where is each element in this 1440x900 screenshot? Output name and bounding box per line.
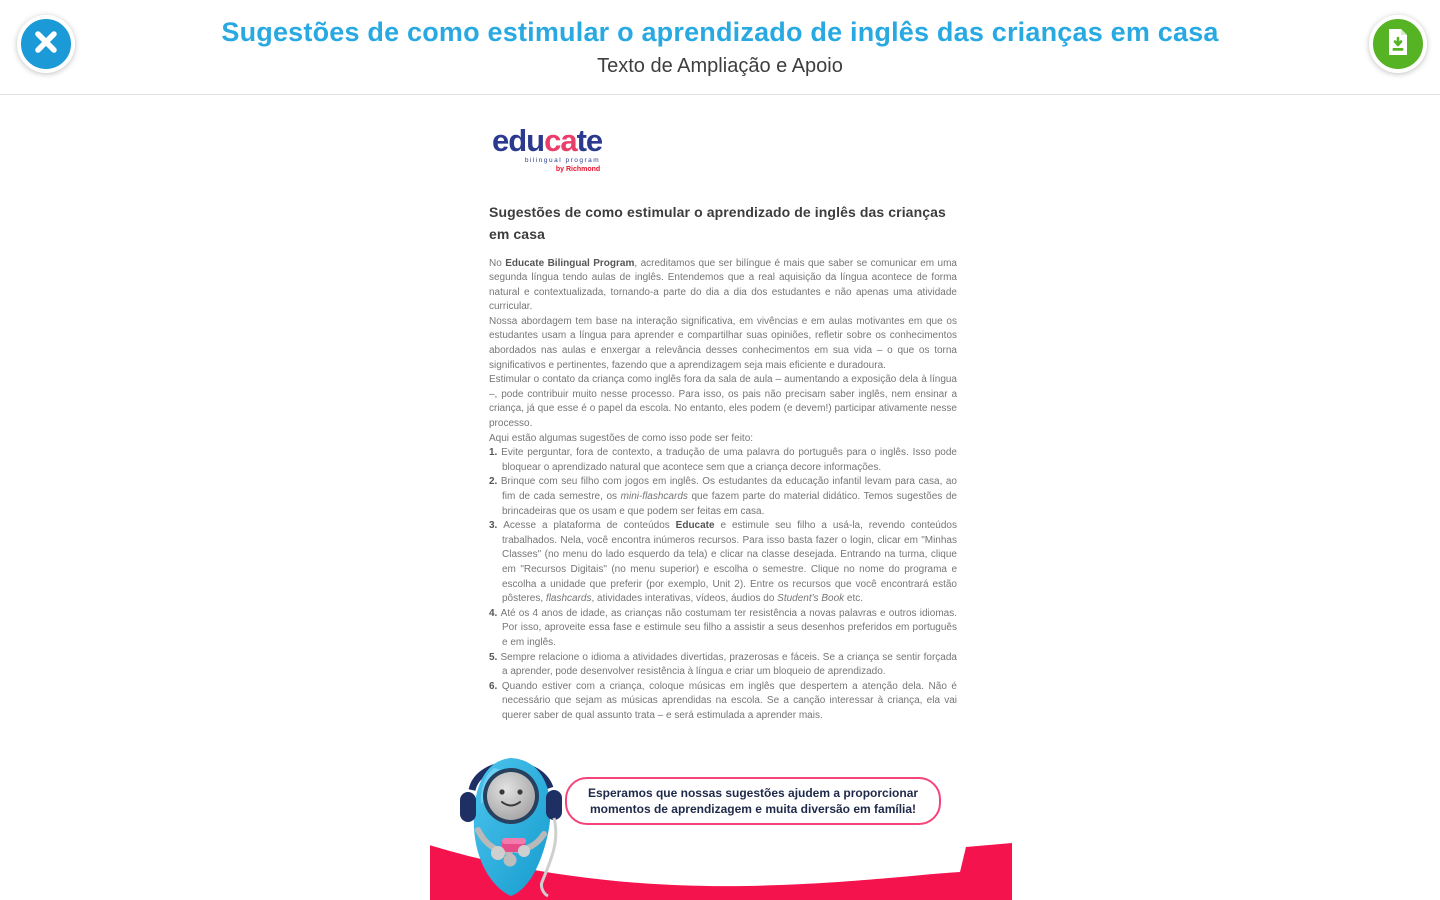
- document-content: [489, 95, 957, 724]
- bubble-text-line2: momentos de aprendizagem e muita diversão em família!: [589, 802, 917, 816]
- paragraph: Aqui estão algumas sugestões de como isso pode ser feito:: [489, 432, 754, 444]
- educate-logo: [492, 125, 602, 173]
- list-item: 1. Evite perguntar, fora de contexto, a tradução de uma palavra do português para o inglês. Isso pode bloquear o aprendizado natural que acontece sem que a criança decore informações.: [489, 447, 957, 473]
- list-item: 5. Sempre relacione o idioma a atividades divertidas, prazerosas e fáceis. Se a criança se sentir forçada a aprender, pode desenvolver resistência à língua e criar um bloqueio de aprendizado.: [489, 651, 957, 678]
- header-bar: [0, 0, 1440, 95]
- list-item: 2. Brinque com seu filho com jogos em inglês. Os estudantes da educação infantil levam para casa, ao fim de cada semestre, os mini-flashcards que fazem parte do material didático. Temos sugestões de brincadeiras que os usam e que podem ser feitas em casa.: [489, 476, 957, 517]
- paragraph: Estimular o contato da criança como inglês fora da sala de aula – aumentando a exposição dela à língua –, pode contribuir muito nesse processo. Para isso, os pais não precisam saber inglês, nem ensinar a criança, já que esse é o papel da escola. No entanto, eles podem (e devem!) participar ativamente nesse processo.: [489, 374, 957, 430]
- page-subtitle: Texto de Ampliação e Apoio: [597, 55, 843, 77]
- educate-wordmark: educate: [492, 123, 603, 158]
- list-item: 4. Até os 4 anos de idade, as crianças não costumam ter resistência a novas palavras e outros idiomas. Por isso, aproveite essa fase e estimule seu filho a assistir a seus desenhos preferidos em português e em inglês.: [489, 607, 957, 648]
- bubble-text-line1: Esperamos que nossas sugestões ajudem a proporcionar: [587, 786, 919, 800]
- logo-tagline: bilingual program: [524, 157, 601, 164]
- paragraph: Nossa abordagem tem base na interação significativa, em vivências e em aulas motivantes em que os estudantes usam a língua para aprender e compartilhar suas opiniões, refletir sobre os conhecimentos abordados nas aulas e enxergar a relevância desses conhecimentos em sua vida – o que os torna significativos e pertinentes, fazendo que a aprendizagem seja mais eficiente e duradoura.: [489, 315, 957, 371]
- download-pdf-button[interactable]: [1369, 15, 1427, 73]
- document-download-icon: [1386, 28, 1410, 61]
- doc-paragraphs: [489, 257, 957, 447]
- doc-list: [489, 446, 957, 723]
- list-item: 3. Acesse a plataforma de conteúdos Educate e estimule seu filho a usá-la, revendo conteúdos trabalhados. Nela, você encontra inúmeros recursos. Para isso basta fazer o login, clicar em "Minhas Classes" (no menu do lado esquerdo da tela) e clicar na classe desejada. Entrando na turma, clique em "Recursos Digitais" (no menu superior) e escolha o semestre. Clique no nome do programa e escolha a unidade que preferir (por exemplo, Unit 2). Entre os recursos que você encontrará estão pôsteres, flashcards, atividades interativas, vídeos, áudios do Student's Book etc.: [489, 520, 957, 605]
- mascot-speech-bubble: [565, 777, 941, 825]
- document-title: Sugestões de como estimular o aprendizado de inglês das crianças em casa: [489, 203, 946, 242]
- logo-byline: by Richmond: [555, 165, 601, 173]
- document-page: [430, 95, 1012, 900]
- list-item: 6. Quando estiver com a criança, coloque músicas em inglês que despertem a atenção dela. Não é necessário que sejam as músicas aprendidas na escola. Se a canção interessar à criança, ela vai querer saber de qual assunto trata – e será estimulada a aprender mais.: [489, 680, 957, 721]
- page-title: Sugestões de como estimular o aprendizado de inglês das crianças em casa: [221, 17, 1219, 47]
- mascot-robot-illustration: [454, 750, 570, 900]
- paragraph: No Educate Bilingual Program, acreditamos que ser bilíngue é mais que saber se comunicar em uma segunda língua tendo aulas de inglês. Entendemos que a real aquisição da língua acontece de forma natural e contextualizada, tornando-a parte do dia a dia dos estudantes e não apenas uma atividade curricular.: [489, 257, 957, 313]
